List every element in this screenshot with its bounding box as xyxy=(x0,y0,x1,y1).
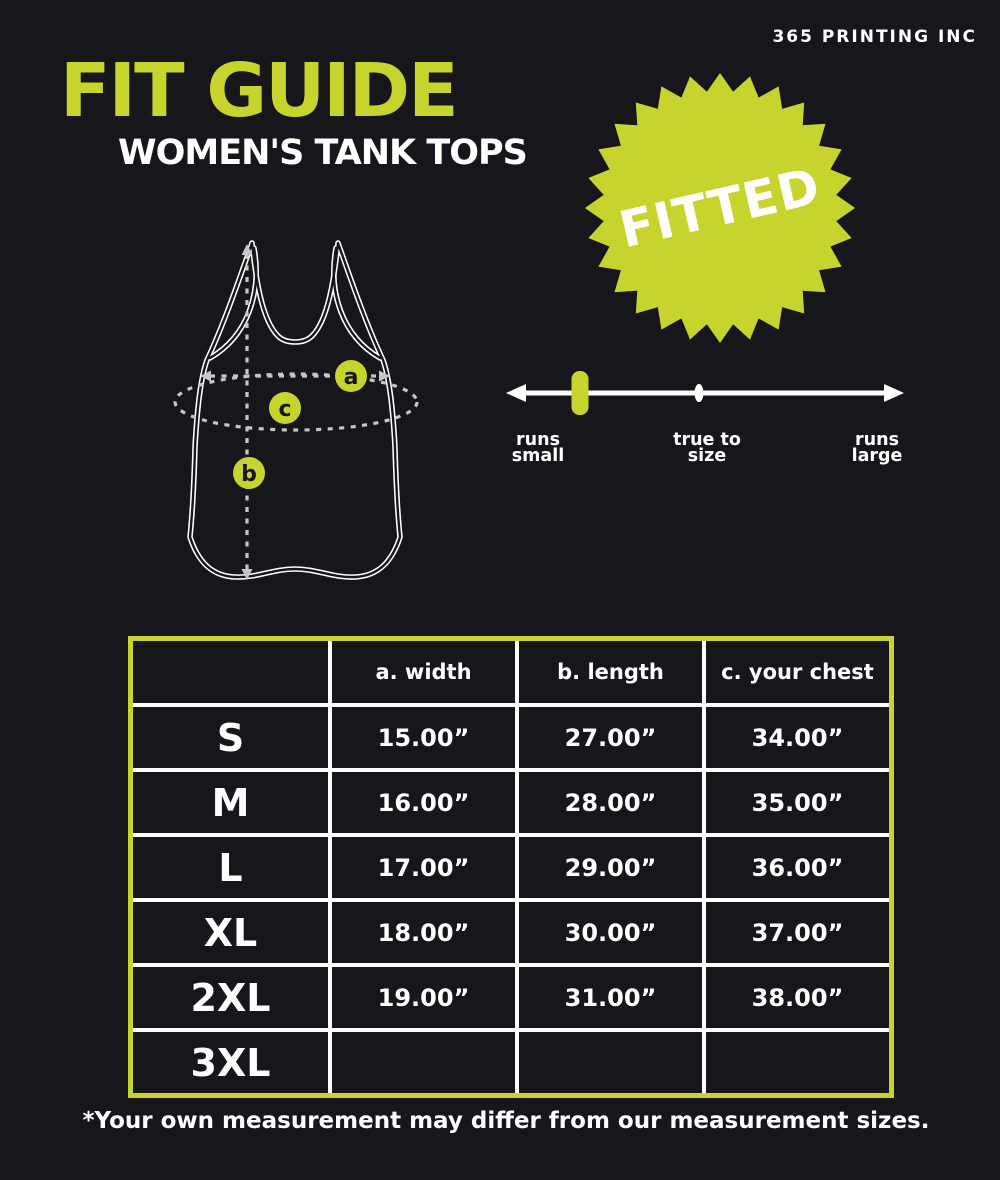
fit-scale xyxy=(498,369,912,419)
scale-label-runs-small xyxy=(512,432,564,464)
fit-position-marker xyxy=(572,371,589,415)
width-cell: 16.00” xyxy=(332,772,515,833)
scale-label-line: large xyxy=(851,446,903,466)
diagram-markers xyxy=(233,360,367,489)
width-cell: 17.00” xyxy=(332,837,515,898)
marker-b-label: b xyxy=(241,462,257,487)
width-cell: 19.00” xyxy=(332,967,515,1028)
fitted-badge-label: FITTED xyxy=(614,156,826,260)
scale-label-line: size xyxy=(687,446,727,466)
length-cell: 29.00” xyxy=(519,837,702,898)
length-cell: 30.00” xyxy=(519,902,702,963)
chest-cell: 34.00” xyxy=(706,707,889,768)
scale-label-runs-large xyxy=(852,432,903,464)
size-cell: L xyxy=(133,837,328,898)
scale-right-arrow-icon xyxy=(884,384,904,402)
header-cell-width: a. width xyxy=(332,641,515,703)
size-cell: S xyxy=(133,707,328,768)
chest-cell: 36.00” xyxy=(706,837,889,898)
width-cell xyxy=(332,1032,515,1093)
length-cell: 27.00” xyxy=(519,707,702,768)
length-cell xyxy=(519,1032,702,1093)
true-to-size-dot xyxy=(695,384,704,402)
scale-label-line: runs xyxy=(855,430,899,450)
size-cell: 2XL xyxy=(133,967,328,1028)
size-cell: XL xyxy=(133,902,328,963)
size-cell: M xyxy=(133,772,328,833)
size-table xyxy=(128,636,894,1098)
scale-left-arrow-icon xyxy=(506,384,526,402)
chest-cell: 37.00” xyxy=(706,902,889,963)
page-subtitle: WOMEN'S TANK TOPS xyxy=(118,133,527,173)
chest-cell: 35.00” xyxy=(706,772,889,833)
footnote: *Your own measurement may differ from our measurement sizes. xyxy=(82,1108,930,1134)
tank-top-diagram xyxy=(150,232,450,592)
width-cell: 18.00” xyxy=(332,902,515,963)
length-cell: 31.00” xyxy=(519,967,702,1028)
scale-label-line: true to xyxy=(673,430,741,450)
scale-label-line: runs xyxy=(516,430,560,450)
header-cell-size xyxy=(133,641,328,703)
chest-cell xyxy=(706,1032,889,1093)
header-cell-length: b. length xyxy=(519,641,702,703)
chest-cell: 38.00” xyxy=(706,967,889,1028)
fitted-badge xyxy=(583,71,857,345)
header-cell-chest: c. your chest xyxy=(706,641,889,703)
scale-label-true-to-size xyxy=(673,432,741,464)
marker-c-label: c xyxy=(278,397,292,422)
brand-text: 365 PRINTING INC xyxy=(772,27,977,47)
marker-a-label: a xyxy=(343,365,359,390)
width-cell: 15.00” xyxy=(332,707,515,768)
size-cell: 3XL xyxy=(133,1032,328,1093)
scale-label-line: small xyxy=(511,446,565,466)
length-cell: 28.00” xyxy=(519,772,702,833)
page-title: FIT GUIDE xyxy=(60,48,457,134)
